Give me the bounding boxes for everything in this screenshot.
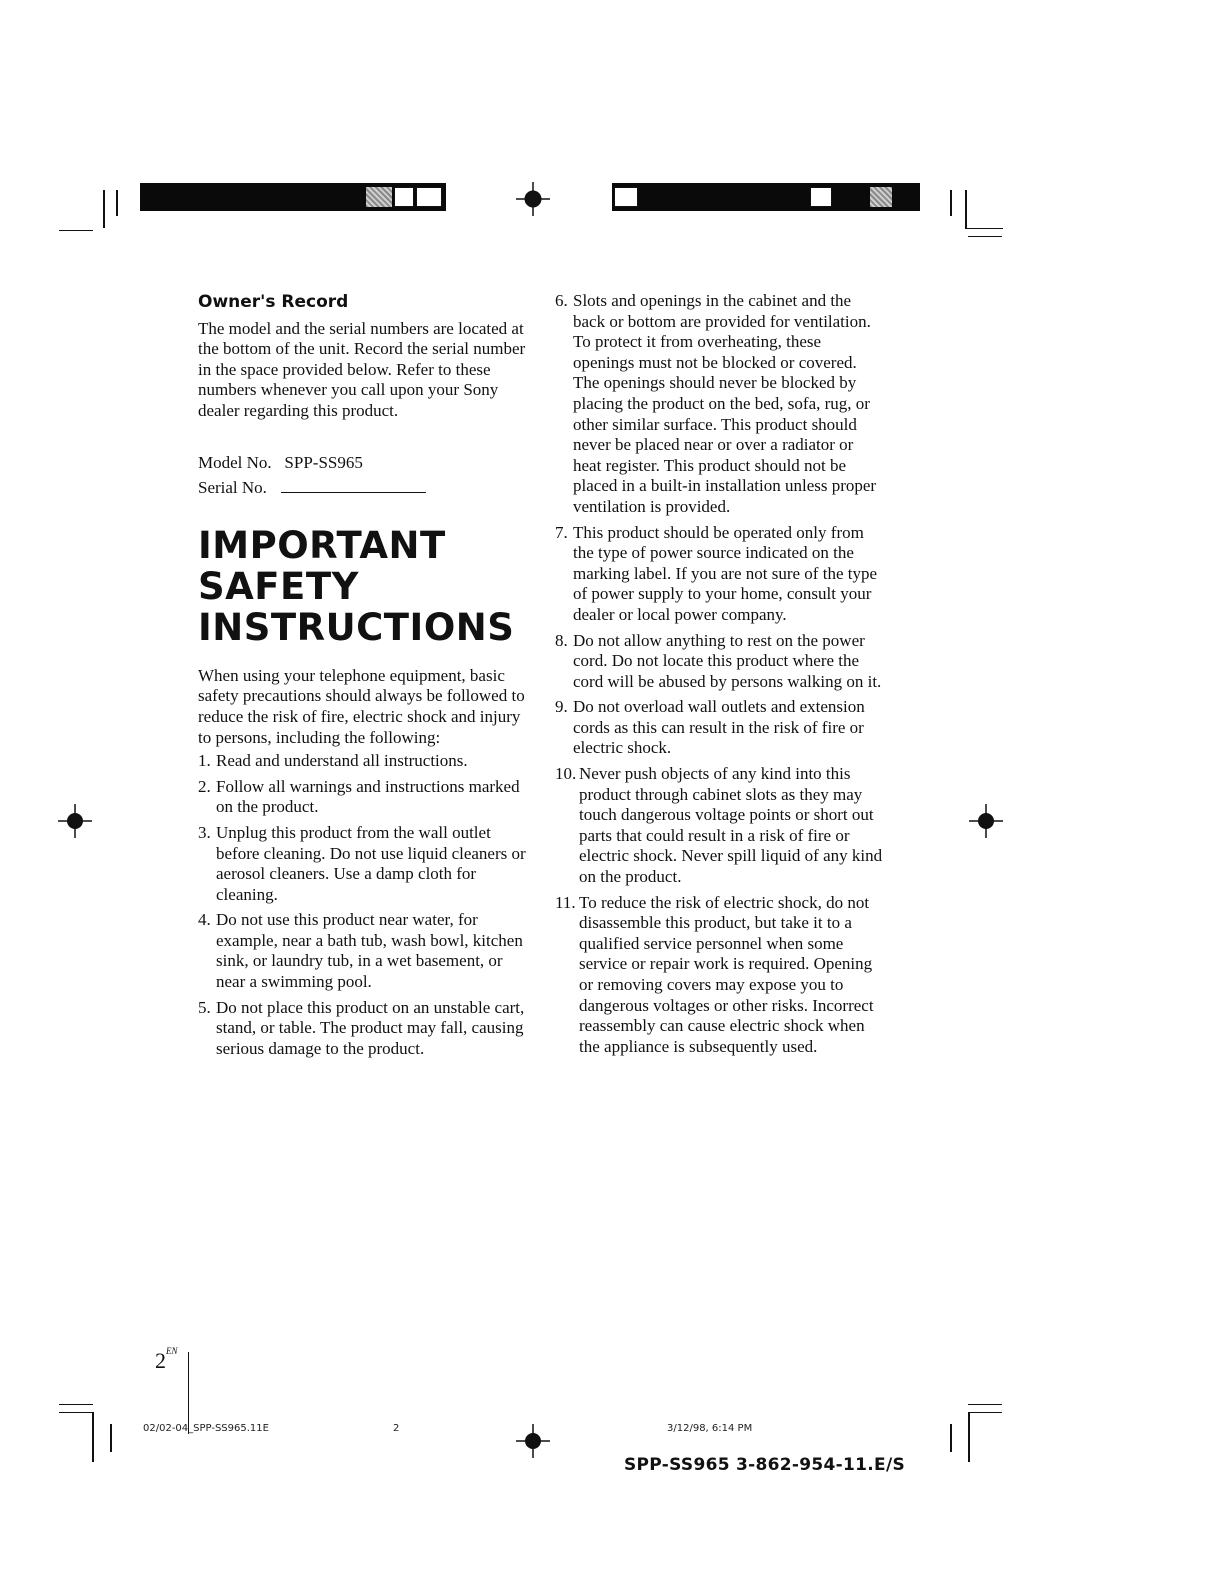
safety-list-left (198, 751, 528, 1059)
left-column (198, 292, 528, 1064)
serial-number-line (198, 478, 528, 499)
list-item: 4. Do not use this product near water, for example, near a bath tub, wash bowl, kitchen sink, or laundry tub, in a wet basement, or near a swimming pool. (198, 910, 523, 992)
model-number-line (198, 453, 528, 474)
list-item: 6. Slots and openings in the cabinet and the back or bottom are provided for ventilation. To protect it from overheating, these openings must not be blocked or covered. The openings should never be blocked by placing the product on the bed, sofa, rug, or other similar surface. This product should never be placed near or over a radiator or heat register. This product should not be placed in a built-in installation unless proper ventilation is provided. (555, 291, 877, 516)
list-item: 10. Never push objects of any kind into this product through cabinet slots as they may touch dangerous voltage points or short out parts that could result in a risk of fire or electric shock. Never spill liquid of any kind on the product. (555, 764, 883, 887)
list-item: 11. To reduce the risk of electric shock, do not disassemble this product, but take it to a qualified service personnel when some service or repair work is required. Opening or removing covers may expose you to dangerous voltages or other risks. Incorrect reassembly can cause electric shock when the appliance is subsequently used. (555, 892, 874, 1056)
registration-mark-left-icon (58, 804, 92, 838)
safety-list-right (555, 291, 885, 1057)
list-item: 1. Read and understand all instructions. (198, 751, 468, 771)
list-item: 2. Follow all warnings and instructions marked on the product. (198, 776, 520, 817)
list-item: 5. Do not place this product on an unstable cart, stand, or table. The product may fall, causing serious damage to the product. (198, 997, 525, 1058)
color-bar-left (140, 183, 446, 211)
list-item: 9. Do not overload wall outlets and extension cords as this can result in the risk of fire or electric shock. (555, 697, 865, 758)
registration-mark-right-icon (969, 804, 1003, 838)
registration-mark-bottom-icon (516, 1424, 550, 1458)
color-bar-right (612, 183, 920, 211)
owners-record-paragraph: The model and the serial numbers are located at the bottom of the unit. Record the serial number in the space provided below. Refer to these numbers whenever you call upon your Sony dealer regarding this product. (198, 318, 526, 420)
model-label: Model No. (198, 452, 272, 472)
list-item: 8. Do not allow anything to rest on the power cord. Do not locate this product where the cord will be abused by persons walking on it. (555, 630, 882, 691)
sheet-number: 2 (393, 1423, 400, 1434)
right-column (555, 291, 885, 1062)
safety-intro: When using your telephone equipment, basic safety precautions should always be followed to reduce the risk of fire, electric shock and injury to persons, including the following: (198, 665, 525, 747)
serial-number-blank (281, 478, 426, 493)
registration-mark-top-icon (516, 182, 550, 216)
model-value: SPP-SS965 (284, 452, 363, 472)
document-code: SPP-SS965 3-862-954-11.E/S (624, 1455, 905, 1475)
list-item: 3. Unplug this product from the wall outlet before cleaning. Do not use liquid cleaners or aerosol cleaners. Use a damp cloth for cleaning. (198, 822, 526, 904)
print-timestamp: 3/12/98, 6:14 PM (667, 1423, 753, 1434)
page-number-rule (188, 1352, 189, 1434)
file-name: 02/02-04_SPP-SS965.11E (143, 1423, 269, 1434)
serial-label: Serial No. (198, 478, 267, 498)
list-item: 7. This product should be operated only from the type of power source indicated on the marking label. If you are not sure of the type of power supply to your home, consult your dealer or local power company. (555, 522, 878, 624)
page-number: $2^{EN}$ (155, 1346, 178, 1373)
safety-title: IMPORTANT SAFETY INSTRUCTIONS (198, 523, 515, 649)
owners-record-title: Owner's Record (198, 292, 349, 312)
